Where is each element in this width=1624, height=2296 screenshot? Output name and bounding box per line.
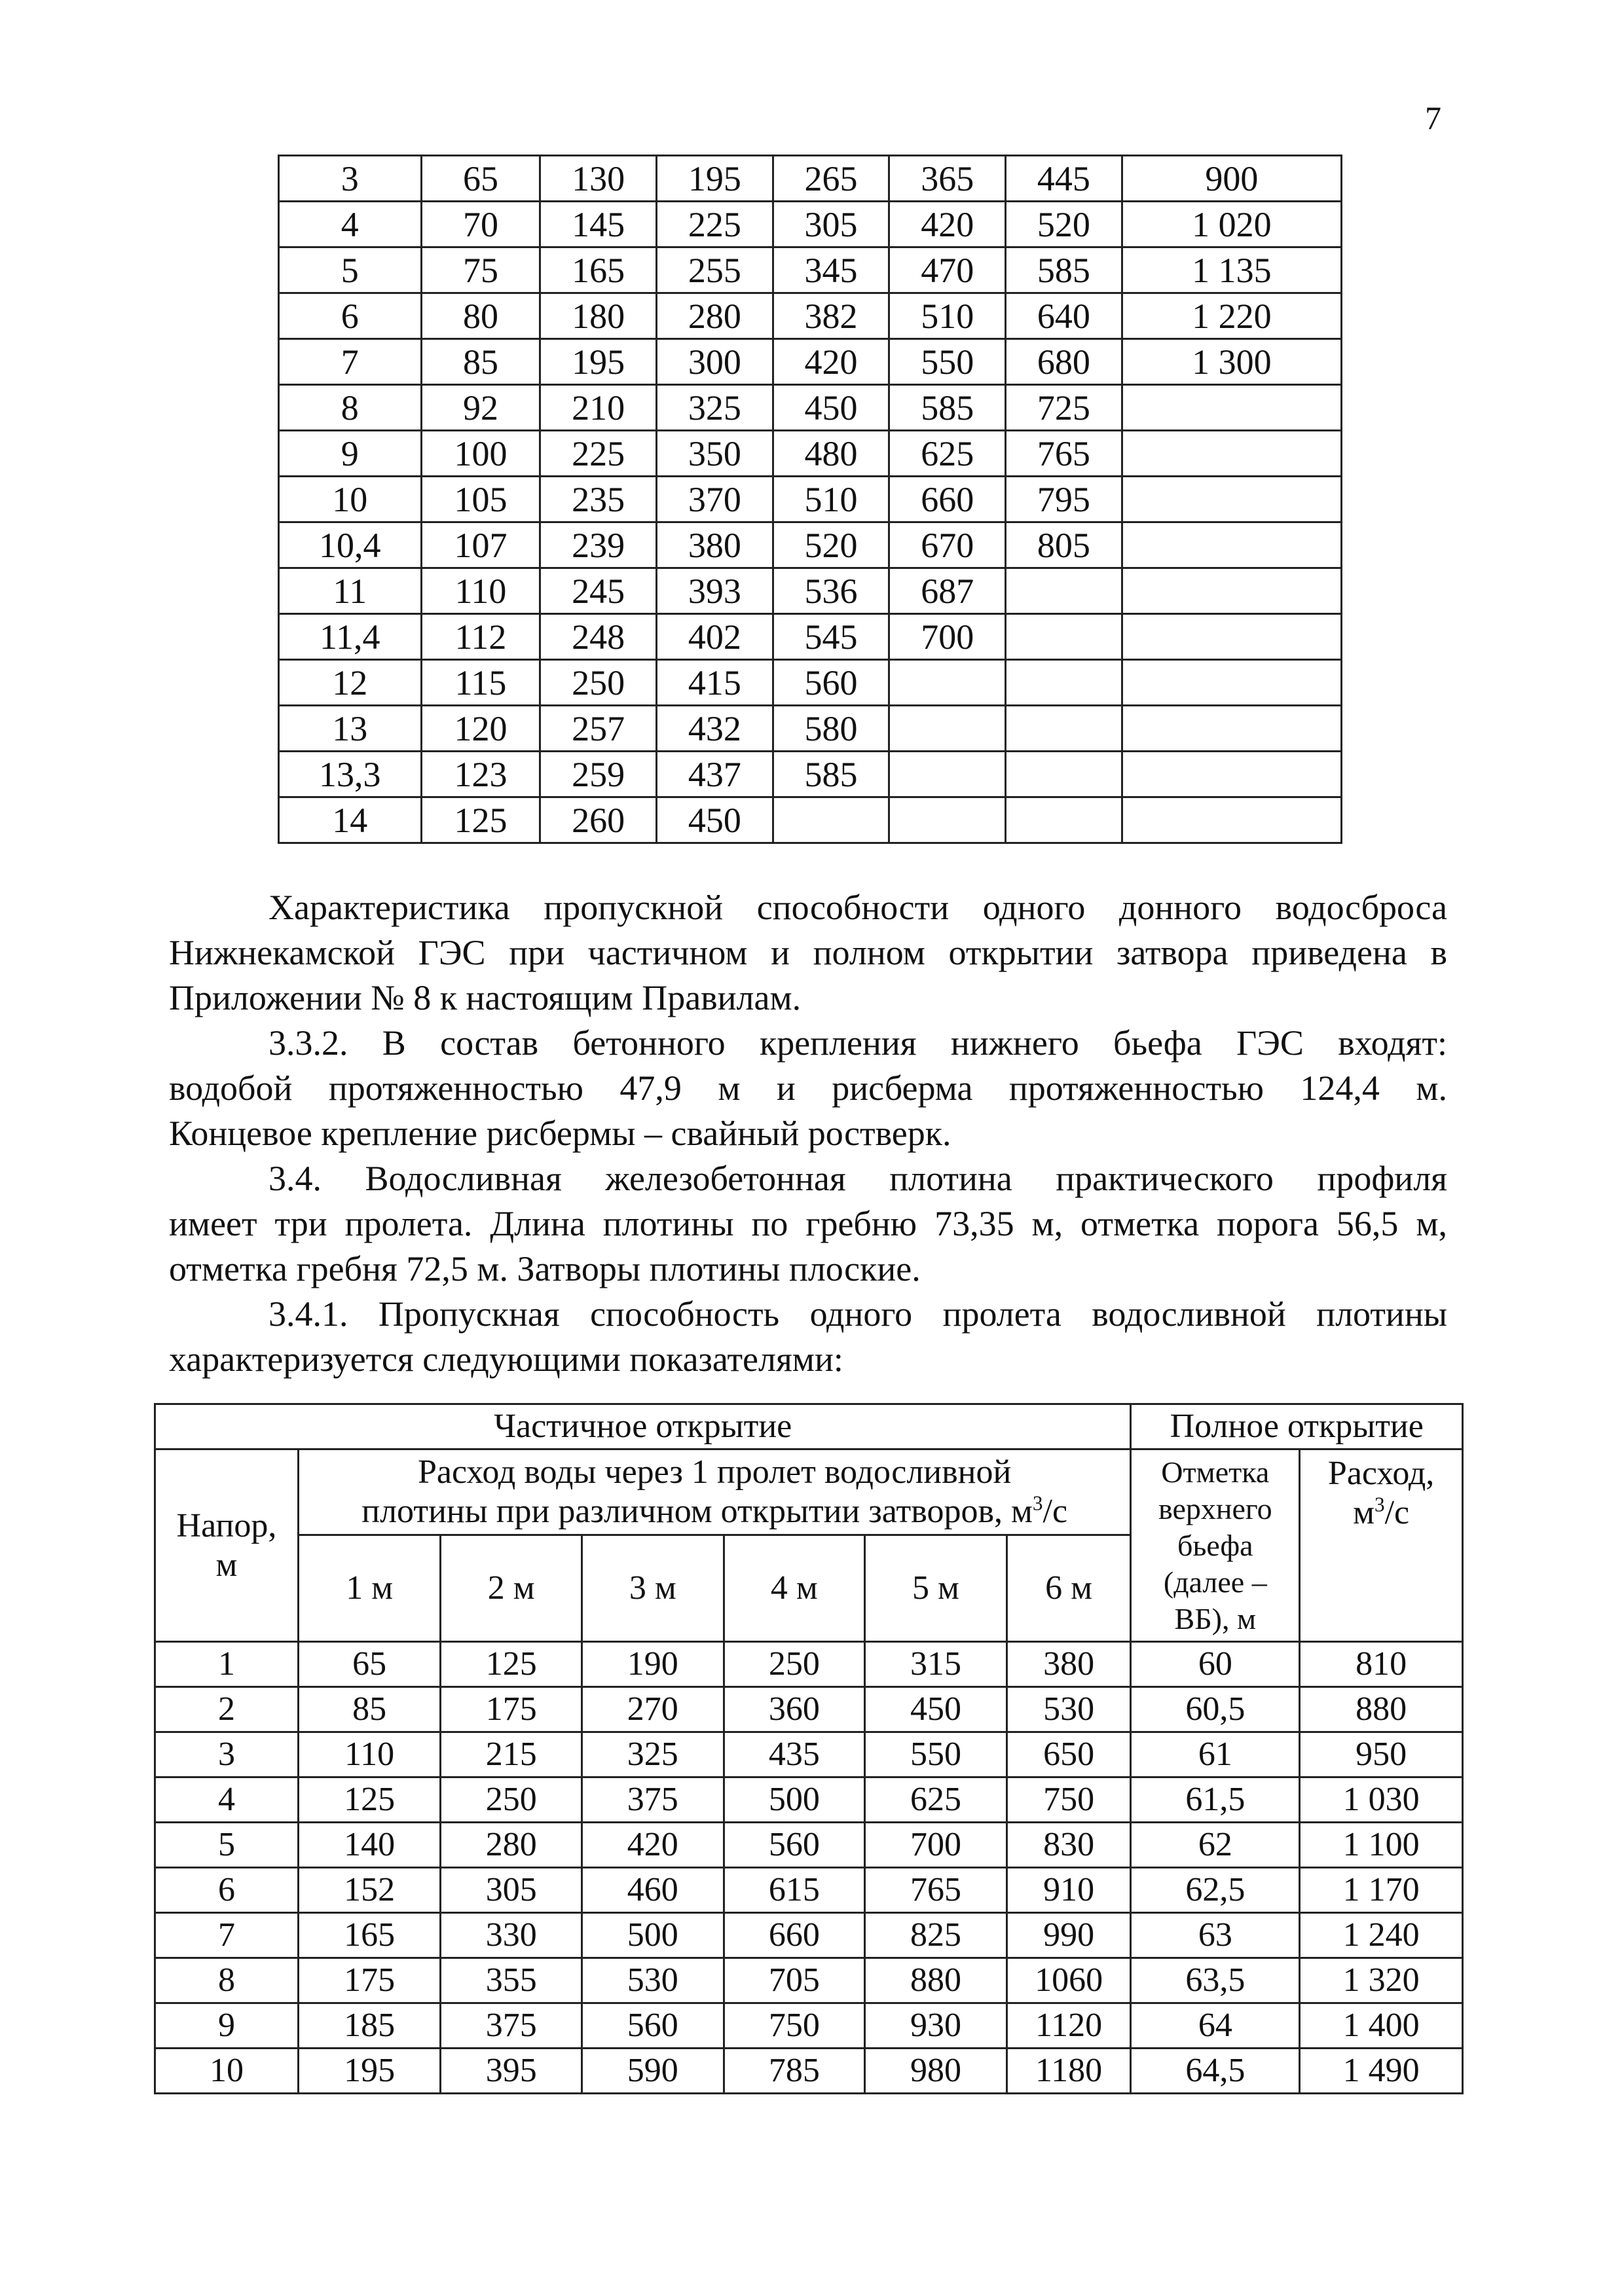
table-cell <box>1122 660 1341 706</box>
text-line: характеризуется следующими показателями: <box>169 1339 843 1379</box>
table-row <box>279 614 1342 660</box>
text-line: отметка гребня 72,5 м. Затворы плотины плоские. <box>169 1249 921 1288</box>
table-cell: 110 <box>298 1732 441 1777</box>
table-cell <box>1006 568 1122 614</box>
table-cell: 880 <box>1300 1687 1463 1732</box>
table-cell: 1 135 <box>1122 247 1341 293</box>
table-row <box>279 522 1342 568</box>
table-cell: 345 <box>773 247 889 293</box>
header-flow-line2-text: плотины при различном открытии затворов, м <box>361 1493 1033 1530</box>
table-cell: 61,5 <box>1131 1777 1300 1823</box>
table-cell: 380 <box>656 522 773 568</box>
table-cell: 560 <box>582 2003 724 2049</box>
table-cell: 500 <box>582 1913 724 1958</box>
table-cell: 420 <box>582 1823 724 1868</box>
table-cell: 180 <box>540 293 657 339</box>
header-partial-opening: Частичное открытие <box>155 1404 1131 1449</box>
table-row <box>155 2049 1463 2094</box>
table-cell: 9 <box>155 2003 299 2049</box>
table-cell: 1060 <box>1006 1958 1131 2003</box>
table-cell: 700 <box>865 1823 1007 1868</box>
header-opening-3: 3 м <box>582 1535 724 1642</box>
table-cell: 125 <box>421 797 540 843</box>
table-cell: 585 <box>889 385 1006 431</box>
table-cell: 360 <box>724 1687 865 1732</box>
header-rate-unit: м <box>1353 1494 1375 1531</box>
discharge-table-continued <box>278 155 1342 844</box>
table-cell: 1 020 <box>1122 202 1341 247</box>
table-cell: 305 <box>441 1868 582 1913</box>
table-cell: 255 <box>656 247 773 293</box>
page-number: 7 <box>1425 100 1441 136</box>
table-cell: 280 <box>441 1823 582 1868</box>
table-cell: 550 <box>889 339 1006 385</box>
table-row <box>155 1777 1463 1823</box>
table-cell: 420 <box>889 202 1006 247</box>
table-cell: 8 <box>279 385 422 431</box>
table-cell: 63,5 <box>1131 1958 1300 2003</box>
table-cell: 450 <box>656 797 773 843</box>
table-row <box>279 202 1342 247</box>
table-cell: 950 <box>1300 1732 1463 1777</box>
table-cell: 4 <box>155 1777 299 1823</box>
table-cell: 80 <box>421 293 540 339</box>
text-line: 3.4.1. Пропускная способность одного пролета водосливной плотины <box>268 1294 1447 1334</box>
header-rate-line2 <box>1301 1493 1462 1533</box>
table-cell <box>889 752 1006 797</box>
table-row <box>279 706 1342 752</box>
table-cell: 640 <box>1006 293 1122 339</box>
table-cell: 550 <box>865 1732 1007 1777</box>
header-rate-tail: /с <box>1384 1494 1410 1531</box>
table-cell: 175 <box>298 1958 441 2003</box>
table-cell: 152 <box>298 1868 441 1913</box>
table-cell: 990 <box>1006 1913 1131 1958</box>
table-row <box>279 431 1342 477</box>
table-cell: 5 <box>155 1823 299 1868</box>
table-cell: 225 <box>656 202 773 247</box>
table-cell: 510 <box>889 293 1006 339</box>
header-opening-5: 5 м <box>865 1535 1007 1642</box>
table-cell: 560 <box>773 660 889 706</box>
table-cell: 13 <box>279 706 422 752</box>
table-cell <box>1006 660 1122 706</box>
table-row <box>155 1687 1463 1732</box>
table-cell: 125 <box>441 1642 582 1687</box>
table-cell: 545 <box>773 614 889 660</box>
table-cell: 11 <box>279 568 422 614</box>
table-cell: 750 <box>1006 1777 1131 1823</box>
table-cell: 355 <box>441 1958 582 2003</box>
table-cell: 2 <box>155 1687 299 1732</box>
table-cell: 7 <box>155 1913 299 1958</box>
table-cell: 13,3 <box>279 752 422 797</box>
table-cell: 11,4 <box>279 614 422 660</box>
table-cell <box>1122 385 1341 431</box>
spillway-discharge-table <box>154 1403 1464 2094</box>
table-cell: 257 <box>540 706 657 752</box>
table-row <box>279 339 1342 385</box>
table-cell: 560 <box>724 1823 865 1868</box>
table-cell: 65 <box>298 1642 441 1687</box>
table-cell: 795 <box>1006 477 1122 522</box>
text-line: Приложении № 8 к настоящим Правилам. <box>169 978 802 1017</box>
table-cell: 375 <box>582 1777 724 1823</box>
table-cell: 10,4 <box>279 522 422 568</box>
table-cell <box>1122 522 1341 568</box>
table-cell: 62 <box>1131 1823 1300 1868</box>
table-cell: 62,5 <box>1131 1868 1300 1913</box>
table-row <box>279 247 1342 293</box>
table-cell: 107 <box>421 522 540 568</box>
table-row <box>279 385 1342 431</box>
table-cell: 1 240 <box>1300 1913 1463 1958</box>
table-cell: 910 <box>1006 1868 1131 1913</box>
header-mark-line: бьефа <box>1177 1528 1253 1562</box>
table-cell: 260 <box>540 797 657 843</box>
table-row <box>155 1642 1463 1687</box>
table-cell: 64 <box>1131 2003 1300 2049</box>
table-cell: 510 <box>773 477 889 522</box>
table-row <box>279 752 1342 797</box>
table-cell: 239 <box>540 522 657 568</box>
table-cell <box>1006 614 1122 660</box>
table-cell: 250 <box>441 1777 582 1823</box>
table-row <box>155 1823 1463 1868</box>
table-cell: 1 <box>155 1642 299 1687</box>
table-cell: 123 <box>421 752 540 797</box>
table-cell: 145 <box>540 202 657 247</box>
table-cell: 585 <box>773 752 889 797</box>
table-cell: 785 <box>724 2049 865 2094</box>
table-cell: 14 <box>279 797 422 843</box>
table-cell: 3 <box>155 1732 299 1777</box>
table-cell: 265 <box>773 156 889 202</box>
table-cell: 175 <box>441 1687 582 1732</box>
table-cell: 375 <box>441 2003 582 2049</box>
table-cell: 930 <box>865 2003 1007 2049</box>
table-cell: 195 <box>540 339 657 385</box>
table-cell: 1 300 <box>1122 339 1341 385</box>
header-opening-1: 1 м <box>298 1535 441 1642</box>
table-cell: 670 <box>889 522 1006 568</box>
table-cell: 420 <box>773 339 889 385</box>
table-cell: 325 <box>582 1732 724 1777</box>
table-cell: 1 100 <box>1300 1823 1463 1868</box>
table-cell: 750 <box>724 2003 865 2049</box>
table-cell: 1 400 <box>1300 2003 1463 2049</box>
table-cell: 810 <box>1300 1642 1463 1687</box>
table-cell: 61 <box>1131 1732 1300 1777</box>
header-mark-line: (далее – <box>1163 1565 1267 1599</box>
table-cell: 60 <box>1131 1642 1300 1687</box>
table-cell: 625 <box>889 431 1006 477</box>
table-cell: 530 <box>582 1958 724 2003</box>
table-cell <box>1122 797 1341 843</box>
table-cell: 660 <box>889 477 1006 522</box>
header-head-label: Напор, м <box>176 1506 277 1584</box>
table-cell: 85 <box>421 339 540 385</box>
table-cell: 350 <box>656 431 773 477</box>
table-cell: 393 <box>656 568 773 614</box>
table-cell: 64,5 <box>1131 2049 1300 2094</box>
text-line: 3.4. Водосливная железобетонная плотина практического профиля <box>268 1159 1447 1198</box>
table-cell: 6 <box>155 1868 299 1913</box>
table-cell <box>1006 706 1122 752</box>
table-cell: 115 <box>421 660 540 706</box>
table-cell: 259 <box>540 752 657 797</box>
table-cell: 63 <box>1131 1913 1300 1958</box>
table-cell: 900 <box>1122 156 1341 202</box>
table-cell: 195 <box>656 156 773 202</box>
table-cell: 315 <box>865 1642 1007 1687</box>
table-cell: 225 <box>540 431 657 477</box>
table-cell: 7 <box>279 339 422 385</box>
table-cell: 140 <box>298 1823 441 1868</box>
table-cell: 805 <box>1006 522 1122 568</box>
table-cell: 120 <box>421 706 540 752</box>
table-cell: 520 <box>1006 202 1122 247</box>
table-cell: 460 <box>582 1868 724 1913</box>
table-cell: 880 <box>865 1958 1007 2003</box>
text-line: Нижнекамской ГЭС при частичном и полном открытии затвора приведена в <box>169 933 1447 972</box>
text-line: имеет три пролета. Длина плотины по гребню 73,35 м, отметка порога 56,5 м, <box>169 1204 1447 1243</box>
table-cell: 6 <box>279 293 422 339</box>
table-cell: 1 490 <box>1300 2049 1463 2094</box>
table-cell <box>889 660 1006 706</box>
table-row <box>279 797 1342 843</box>
table-cell: 248 <box>540 614 657 660</box>
table-cell: 300 <box>656 339 773 385</box>
table-cell: 280 <box>656 293 773 339</box>
table-cell: 480 <box>773 431 889 477</box>
paragraph-3-4-1 <box>169 1292 1447 1382</box>
table-cell: 112 <box>421 614 540 660</box>
table-cell: 585 <box>1006 247 1122 293</box>
table-cell <box>1006 797 1122 843</box>
table-row <box>279 293 1342 339</box>
table-cell: 365 <box>889 156 1006 202</box>
table-cell: 1 170 <box>1300 1868 1463 1913</box>
table-cell: 432 <box>656 706 773 752</box>
table-cell: 110 <box>421 568 540 614</box>
table-cell: 210 <box>540 385 657 431</box>
table-cell: 395 <box>441 2049 582 2094</box>
table-cell: 10 <box>155 2049 299 2094</box>
header-flow-line1: Расход воды через 1 пролет водосливной <box>417 1453 1012 1491</box>
table-cell: 330 <box>441 1913 582 1958</box>
header-mark-line: Отметка <box>1161 1455 1270 1489</box>
table-cell: 1180 <box>1006 2049 1131 2094</box>
table-cell: 125 <box>298 1777 441 1823</box>
table-cell: 450 <box>865 1687 1007 1732</box>
table-cell: 250 <box>724 1642 865 1687</box>
paragraph-bottom-outlet <box>169 885 1447 1021</box>
table-cell: 3 <box>279 156 422 202</box>
table-cell: 8 <box>155 1958 299 2003</box>
text-line: водобой протяженностью 47,9 м и рисберма протяженностью 124,4 м. <box>169 1068 1447 1108</box>
table-cell: 130 <box>540 156 657 202</box>
table-row <box>155 2003 1463 2049</box>
table-cell: 625 <box>865 1777 1007 1823</box>
table-cell: 1 030 <box>1300 1777 1463 1823</box>
table-row <box>155 1732 1463 1777</box>
table-cell: 245 <box>540 568 657 614</box>
table-cell: 250 <box>540 660 657 706</box>
table-cell: 92 <box>421 385 540 431</box>
table-cell: 825 <box>865 1913 1007 1958</box>
table-cell: 305 <box>773 202 889 247</box>
header-opening-2: 2 м <box>441 1535 582 1642</box>
table-cell: 9 <box>279 431 422 477</box>
table-cell: 435 <box>724 1732 865 1777</box>
header-opening-6: 6 м <box>1006 1535 1131 1642</box>
table-cell: 437 <box>656 752 773 797</box>
table-cell: 520 <box>773 522 889 568</box>
table-cell <box>1122 568 1341 614</box>
paragraph-3-3-2 <box>169 1021 1447 1156</box>
table-cell: 5 <box>279 247 422 293</box>
table-cell: 105 <box>421 477 540 522</box>
header-rate-line1: Расход, <box>1327 1455 1435 1492</box>
table-cell: 215 <box>441 1732 582 1777</box>
table-cell: 380 <box>1006 1642 1131 1687</box>
text-line: Концевое крепление рисбермы – свайный ростверк. <box>169 1114 951 1153</box>
table-cell: 65 <box>421 156 540 202</box>
table-cell: 445 <box>1006 156 1122 202</box>
table-cell: 980 <box>865 2049 1007 2094</box>
table-cell: 530 <box>1006 1687 1131 1732</box>
table-cell: 1 220 <box>1122 293 1341 339</box>
table-cell: 680 <box>1006 339 1122 385</box>
header-mark-line: верхнего <box>1158 1491 1272 1525</box>
table-cell: 235 <box>540 477 657 522</box>
table-cell: 450 <box>773 385 889 431</box>
table-cell: 100 <box>421 431 540 477</box>
table-row <box>279 477 1342 522</box>
table-cell: 402 <box>656 614 773 660</box>
header-flow-line2 <box>299 1492 1130 1531</box>
table-cell: 165 <box>540 247 657 293</box>
table-cell: 270 <box>582 1687 724 1732</box>
header-flow-description <box>298 1449 1131 1535</box>
table-cell: 500 <box>724 1777 865 1823</box>
table-cell: 765 <box>865 1868 1007 1913</box>
table-cell: 190 <box>582 1642 724 1687</box>
header-opening-4: 4 м <box>724 1535 865 1642</box>
table-row <box>155 1868 1463 1913</box>
table-cell: 165 <box>298 1913 441 1958</box>
table-cell: 1 320 <box>1300 1958 1463 2003</box>
table-cell: 60,5 <box>1131 1687 1300 1732</box>
header-flow-unit-sup: 3 <box>1032 1491 1043 1515</box>
table-row <box>279 156 1342 202</box>
table-cell: 660 <box>724 1913 865 1958</box>
table-cell: 615 <box>724 1868 865 1913</box>
table-cell: 382 <box>773 293 889 339</box>
table-cell: 705 <box>724 1958 865 2003</box>
table-cell: 70 <box>421 202 540 247</box>
header-rate-sup: 3 <box>1374 1493 1385 1516</box>
header-full-opening: Полное открытие <box>1131 1404 1463 1449</box>
table-cell <box>773 797 889 843</box>
table-cell: 580 <box>773 706 889 752</box>
table-cell: 590 <box>582 2049 724 2094</box>
table-cell: 415 <box>656 660 773 706</box>
table-cell: 185 <box>298 2003 441 2049</box>
header-mark-line: ВБ), м <box>1174 1601 1257 1635</box>
table-cell <box>889 706 1006 752</box>
table-cell: 195 <box>298 2049 441 2094</box>
table-row <box>155 1958 1463 2003</box>
header-discharge <box>1300 1449 1463 1642</box>
table-cell <box>1122 752 1341 797</box>
table-cell: 10 <box>279 477 422 522</box>
table-cell <box>889 797 1006 843</box>
table-cell <box>1122 431 1341 477</box>
table-cell: 85 <box>298 1687 441 1732</box>
table-cell: 830 <box>1006 1823 1131 1868</box>
table-cell <box>1122 614 1341 660</box>
table-row <box>279 568 1342 614</box>
header-upstream-level <box>1131 1449 1300 1642</box>
table-row <box>279 660 1342 706</box>
table-cell: 700 <box>889 614 1006 660</box>
table-cell: 687 <box>889 568 1006 614</box>
table-cell: 325 <box>656 385 773 431</box>
text-line: 3.3.2. В состав бетонного крепления нижнего бьефа ГЭС входят: <box>268 1023 1447 1063</box>
table-cell: 1120 <box>1006 2003 1131 2049</box>
table-cell <box>1006 752 1122 797</box>
table-cell: 470 <box>889 247 1006 293</box>
table-cell: 370 <box>656 477 773 522</box>
table-cell: 765 <box>1006 431 1122 477</box>
table-cell <box>1122 706 1341 752</box>
header-head <box>155 1449 299 1642</box>
table-cell <box>1122 477 1341 522</box>
table-cell: 650 <box>1006 1732 1131 1777</box>
table-cell: 536 <box>773 568 889 614</box>
table-row <box>155 1913 1463 1958</box>
table-cell: 4 <box>279 202 422 247</box>
header-flow-unit-tail: /с <box>1043 1493 1068 1530</box>
paragraph-3-4 <box>169 1156 1447 1292</box>
table-cell: 725 <box>1006 385 1122 431</box>
table-cell: 12 <box>279 660 422 706</box>
table-cell: 75 <box>421 247 540 293</box>
text-line: Характеристика пропускной способности одного донного водосброса <box>268 888 1447 927</box>
